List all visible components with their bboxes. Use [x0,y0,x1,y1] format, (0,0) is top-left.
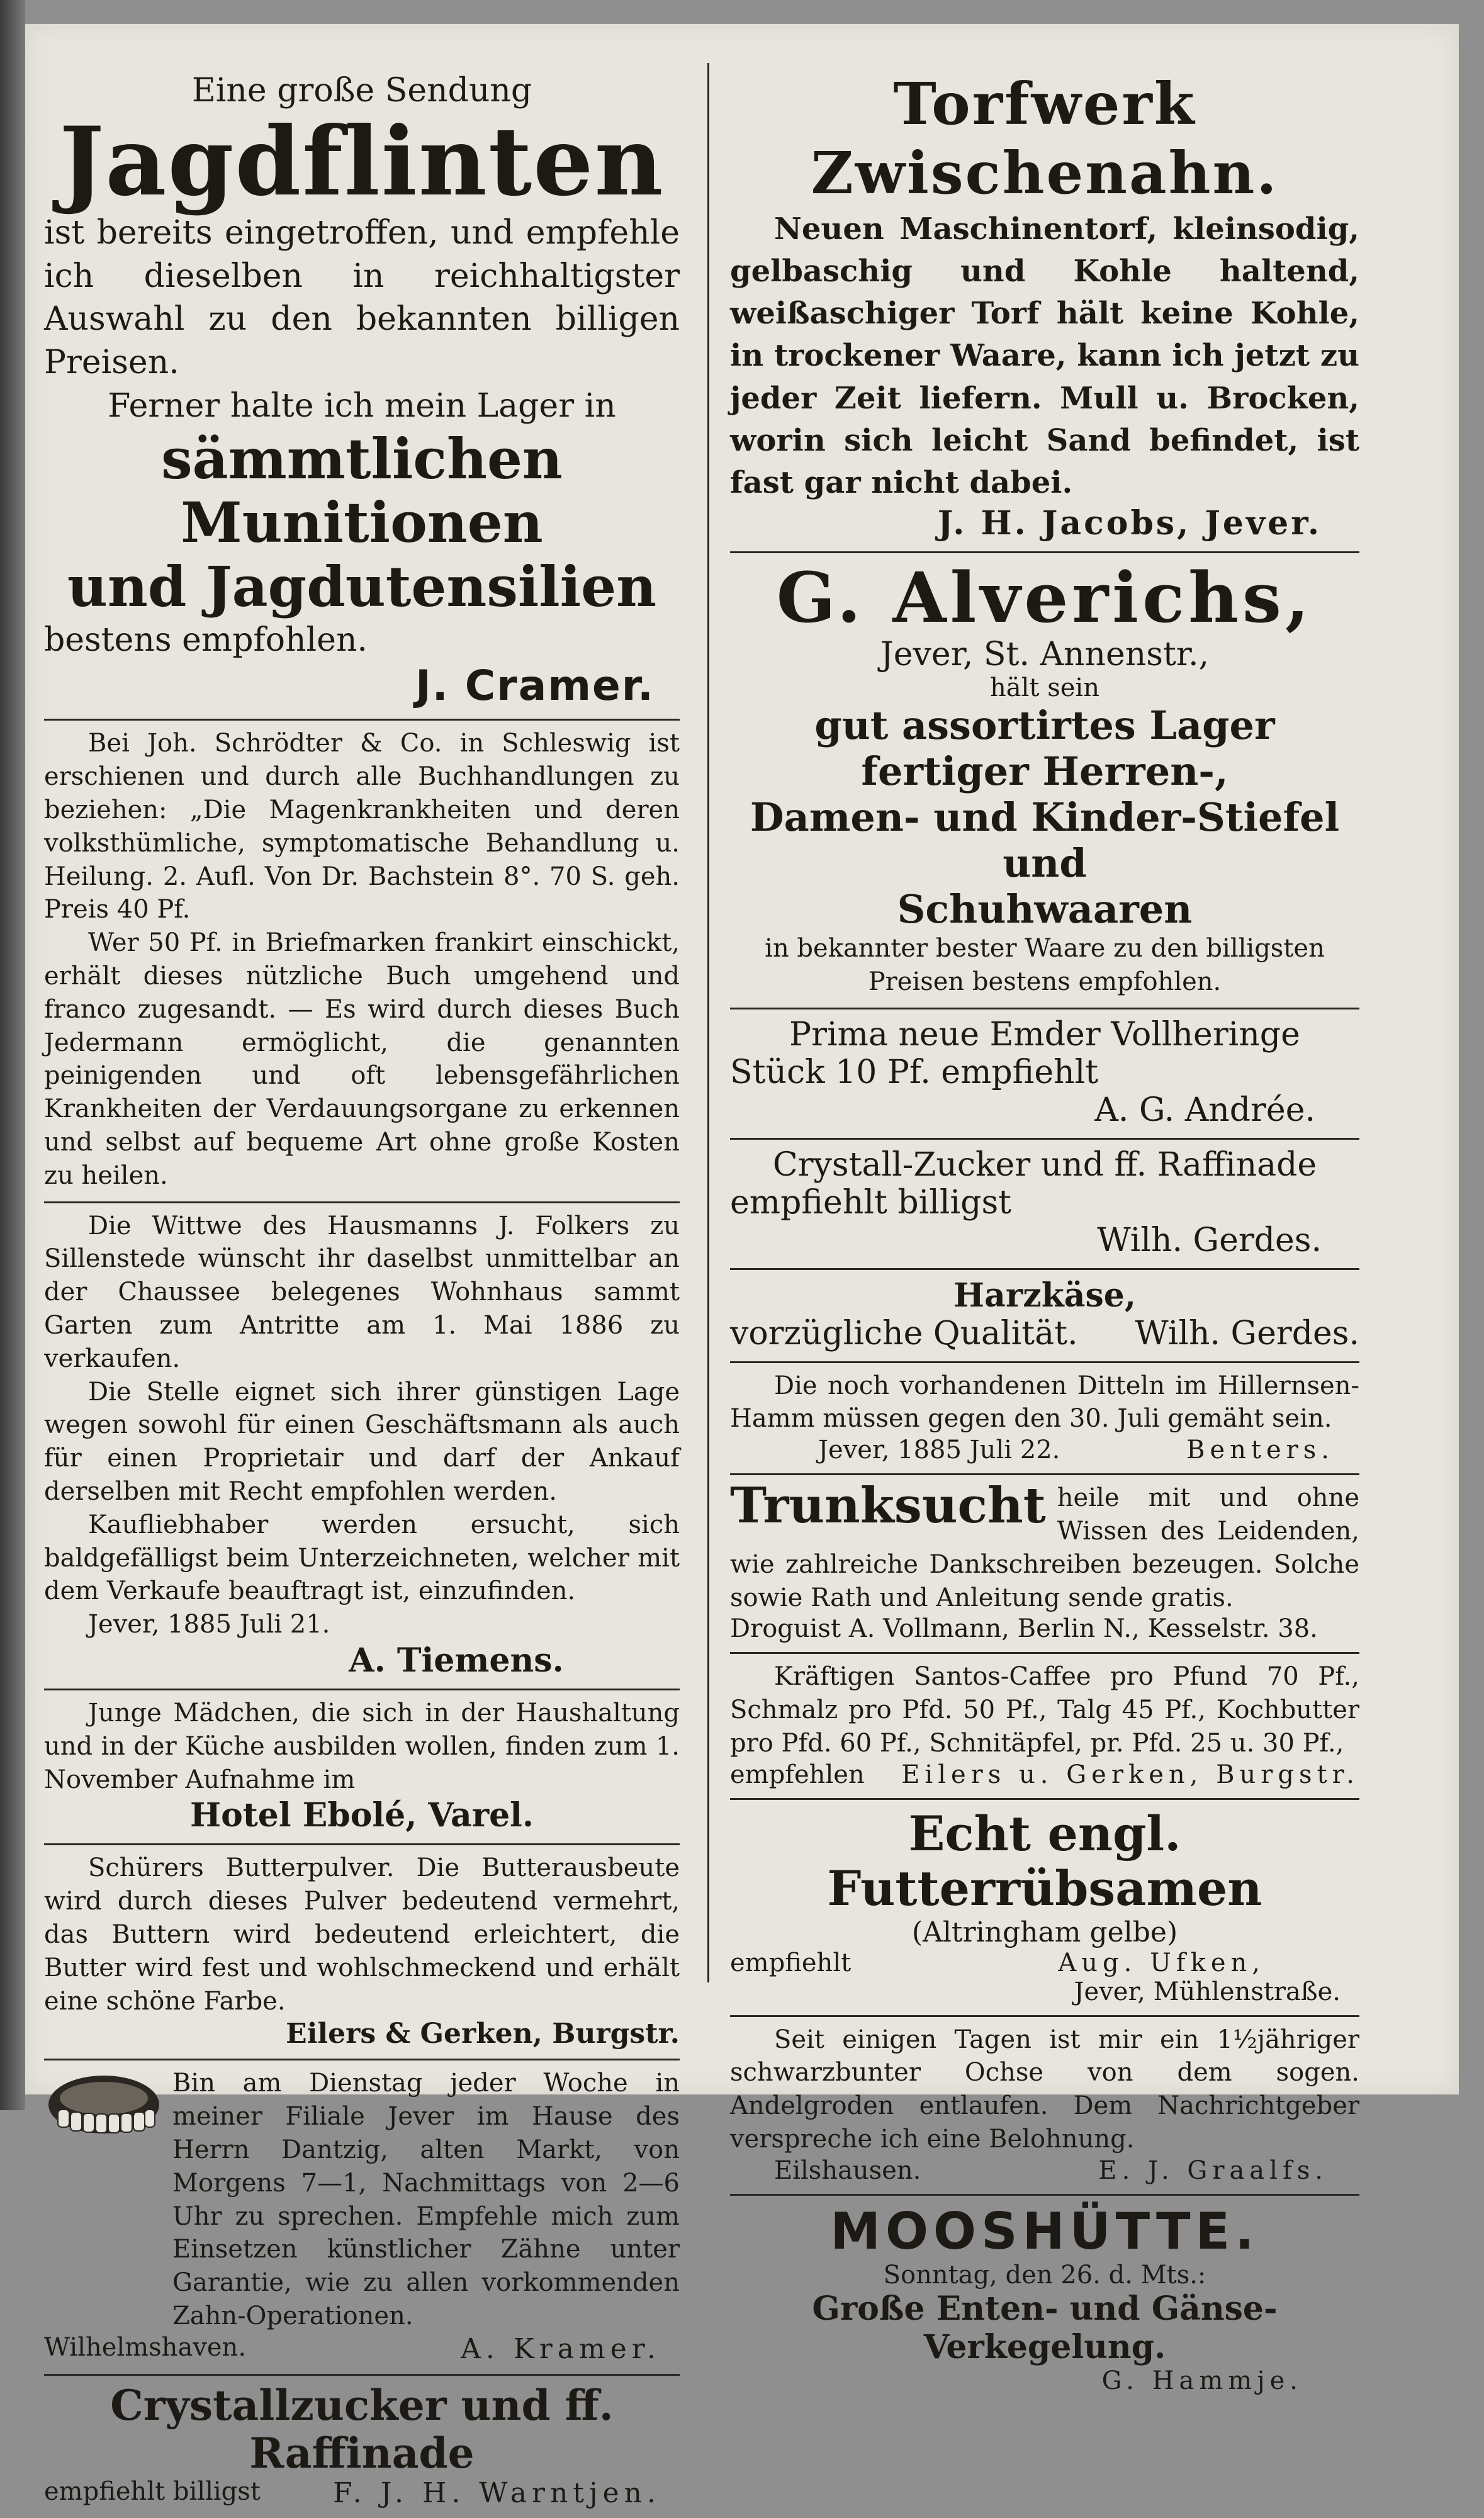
ad-signature: A. Tiemens. [349,1641,564,1680]
ad-line: vorzügliche Qualität. [730,1314,1078,1352]
ad-address: Jever, St. Annenstr., [880,636,1210,674]
ad-signature: Benters. [1186,1436,1334,1465]
ad-mooshuette [730,2196,1359,2404]
ad-headline: und Jagdutensilien [67,553,657,619]
ad-signature: F. J. H. Warntjen. [333,2477,661,2510]
ad-body: Ferner halte ich mein Lager in [108,386,616,425]
ad-body: Kräftigen Santos-Caffee pro Pfund 70 Pf., Schmalz pro Pfd. 50 Pf., Talg 45 Pf., Kochbutter pro Pfd. 60 Pf., Schnitäpfel, pr. Pfd. 25 u. 30 Pf., [730,1662,1359,1758]
ad-title: G. Alverichs, [776,557,1313,639]
ad-signature: G. Hammje. [1101,2366,1303,2395]
ad-butterpulver [44,1845,680,2060]
ad-body: Bin am Dienstag jeder Woche in meiner Filiale Jever im Hause des Herrn Dantzig, alten Markt, von Morgens 7—1, Nachmittags von 2—6 Uhr zu sprechen. Empfehle mich zum Einsetzen künstlicher Zähne unter Garantie, wie zu allen vorkommenden Zahn-Operationen. [172,2069,680,2330]
ad-junge-maedchen [44,1690,680,1845]
ad-line: Crystall-Zucker und ff. Raffinade [772,1145,1317,1184]
ad-zahnarzt [44,2060,680,2375]
ad-body: Die Stelle eignet sich ihrer günstigen Lage wegen sowohl für einen Geschäftsmann als auch für einen Proprietair und darf der Ankauf derselben mit Recht empfohlen werden. [44,1377,680,1506]
ad-body: Wer 50 Pf. in Briefmarken frankirt einschickt, erhält dieses nützliche Buch umgehend und franco zugesandt. — Es wird durch dieses Buch Jedermann ermöglicht, die genannten peinigenden und oft lebensgefährlichen Krankheiten der Verdauungsorgane zu erkennen und selbst auf bequeme Art ohne große Kosten zu heilen. [44,928,680,1190]
ad-body: Seit einigen Tagen ist mir ein 1½jähriger schwarzbunter Ochse von dem sogen. Andelgroden entlaufen. Dem Nachrichtgeber verspreche ich eine Belohnung. [730,2025,1359,2154]
ad-signature: Wilh. Gerdes. [1135,1314,1359,1352]
ad-title: Trunksucht [730,1477,1046,1535]
ad-intro: Eine große Sendung [191,72,532,110]
ad-title: Echt engl. Futterrübsamen [827,1805,1262,1917]
ad-place: Wilhelmshaven. [44,2332,247,2362]
dentures-icon [44,2067,164,2142]
ad-line: Prima neue Emder Vollheringe [789,1015,1300,1054]
ad-date: Sonntag, den 26. d. Mts.: [883,2260,1206,2290]
ad-body: Die Wittwe des Hausmanns J. Folkers zu Sillenstede wünscht ihr daselbst unmittelbar an der Chaussee belegenes Wohnhaus sammt Garten zum Antritte am 1. Mai 1886 zu verkaufen. [44,1211,680,1373]
ad-signature: Aug. Ufken, [1058,1948,1265,1977]
ad-signature: Droguist A. Vollmann, Berlin N., Kesselstr. 38. [730,1614,1318,1644]
ad-text: empfiehlt [730,1948,852,1977]
ad-futterruebsamen [730,1800,1359,2017]
ad-ochse-entlaufen [730,2017,1359,2196]
ad-headline: gut assortirtes Lager fertiger Herren-, [814,702,1275,795]
ad-subtitle: empfiehlt billigst [44,2477,261,2507]
ad-place: Eilshausen. [774,2155,921,2185]
ad-signature: Eilers u. Gerken, Burgstr. [901,1760,1359,1789]
ad-body: Die noch vorhandenen Ditteln im Hillernsen-Hamm müssen gegen den 30. Juli gemäht sein. [730,1371,1359,1434]
ad-date: Jever, 1885 Juli 21. [88,1610,330,1639]
right-column [730,63,1359,2404]
ad-body: Neuen Maschinentorf, kleinsodig, gelbaschig und Kohle haltend, weißaschiger Torf hält keine Kohle, in trockener Waare, kann ich jetzt zu jeder Zeit liefern. Mull u. Brocken, worin sich leicht Sand befindet, ist fast gar nicht dabei. [730,211,1359,500]
ad-title: Harzkäse, [953,1276,1136,1315]
ad-line: empfiehlt billigst [730,1183,1012,1222]
ad-signature: A. G. Andrée. [1094,1091,1315,1129]
ad-alverichs [730,553,1359,1009]
ad-headline: Schuhwaaren [897,886,1193,933]
ad-line: Stück 10 Pf. empfiehlt [730,1053,1099,1091]
ad-signature: Eilers & Gerken, Burgstr. [286,2018,680,2050]
ad-harzkaese [730,1270,1359,1363]
ad-headline: sämmtlichen Munitionen [161,426,563,556]
ad-signature: J. Cramer. [415,661,655,711]
ad-body: Kaufliebhaber werden ersucht, sich baldgefälligst beim Unterzeichneten, welcher mit dem Verkaufe beauftragt ist, einzufinden. [44,1510,680,1606]
ad-wohnhaus-verkauf [44,1203,680,1690]
ad-crystallzucker-warntjen [44,2376,680,2518]
ad-crystall-zucker-gerdes [730,1140,1359,1270]
ad-santos-caffee [730,1654,1359,1799]
ad-text: hält sein [990,673,1099,703]
ad-signature: A. Kramer. [461,2332,661,2365]
ad-title: Hotel Ebolé, Varel. [189,1796,534,1835]
ad-headline: Damen- und Kinder-Stiefel und [750,794,1340,887]
book-spine [0,0,25,2110]
ad-body: heile mit und ohne Wissen des Leidenden, wie zahlreiche Dankschreiben bezeugen. Solche sowie Rath und Anleitung sende gratis. [730,1483,1359,1612]
ad-subtitle: (Altringham gelbe) [911,1916,1178,1948]
ad-title: Jagdflinten [59,106,665,217]
ad-signature: J. H. Jacobs, Jever. [937,504,1322,543]
ad-body: in bekannter bester Waare zu den billigsten Preisen bestens empfohlen. [765,934,1325,996]
ad-vollheringe [730,1009,1359,1140]
ad-headline: Große Enten- und Gänse-Verkegelung. [812,2289,1278,2366]
ad-signature: E. J. Graalfs. [1098,2155,1328,2185]
ad-body: ist bereits eingetroffen, und empfehle ich dieselben in reichhaltigster Auswahl zu den bekannten billigen Preisen. [44,214,680,381]
ad-title: Torfwerk Zwischenahn. [811,70,1279,208]
ad-torfwerk [730,63,1359,553]
ad-signature-address: Jever, Mühlenstraße. [1074,1977,1341,2006]
left-column [44,63,680,2518]
ad-jagdflinten [44,63,680,721]
ad-body: Schürers Butterpulver. Die Butterausbeute wird durch dieses Pulver bedeutend vermehrt, das Buttern wird bedeutend erleichtert, die Butter wird fest und wohlschmeckend und erhält eine schöne Farbe. [44,1853,680,2016]
ad-title: Crystallzucker und ff. Raffinade [110,2380,614,2478]
ad-ditteln [730,1363,1359,1476]
ad-body: Junge Mädchen, die sich in der Haushaltung und in der Küche ausbilden wollen, finden zum 1. November Aufnahme im [44,1698,680,1794]
ad-body: Bei Joh. Schrödter & Co. in Schleswig ist erschienen und durch alle Buchhandlungen zu beziehen: „Die Magenkrankheiten und deren volksthümliche, symptomatische Behandlung u. Heilung. 2. Aufl. Von Dr. Bachstein 8°. 70 S. geh. Preis 40 Pf. [44,729,680,925]
ad-magenkrankheiten [44,721,680,1203]
ad-date: Jever, 1885 Juli 22. [818,1436,1060,1465]
ad-title: MOOSHÜTTE. [830,2201,1259,2261]
column-divider [707,63,709,1982]
ad-text: empfehlen [730,1760,865,1789]
ad-signature: Wilh. Gerdes. [1097,1221,1322,1259]
ad-body: bestens empfohlen. [44,621,368,659]
ad-trunksucht [730,1475,1359,1654]
